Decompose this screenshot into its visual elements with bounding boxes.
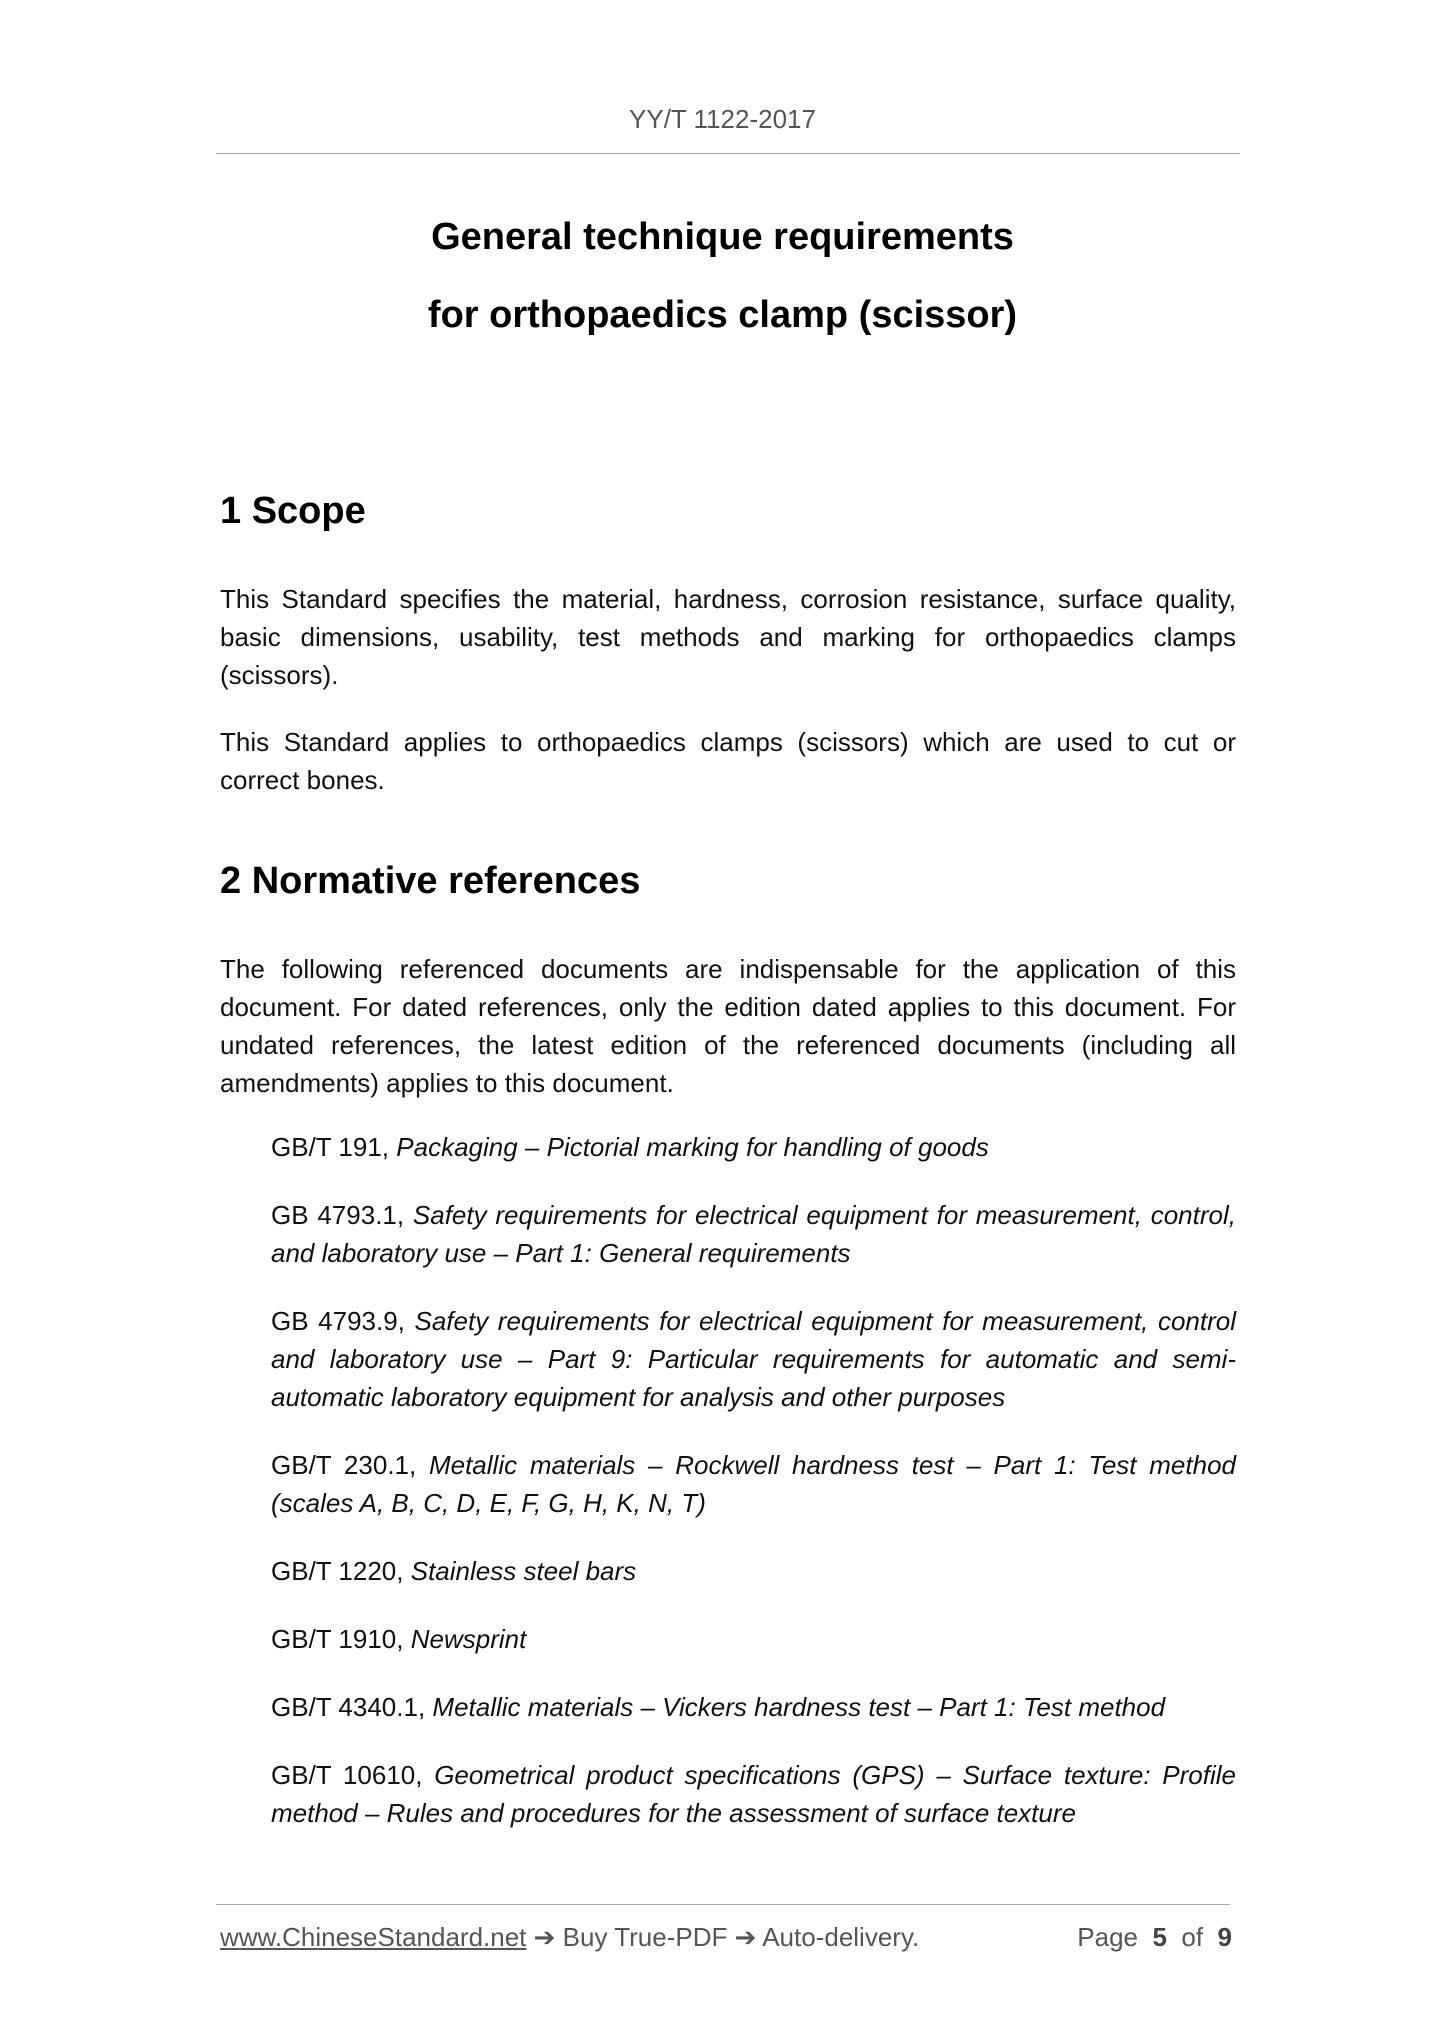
text-line: correct bones. [220, 765, 385, 795]
reference-item [271, 1756, 1236, 1832]
buy-text: Buy True-PDF [562, 1922, 728, 1952]
reference-code: GB/T 1220, [271, 1556, 404, 1586]
reference-code: GB/T 10610, [271, 1760, 423, 1790]
reference-title-cont: automatic laboratory equipment for analysis and other purposes [271, 1382, 1006, 1412]
reference-title: Metallic materials – Rockwell hardness test – Part 1: Test method [428, 1450, 1236, 1480]
text-line: amendments) applies to this document. [220, 1068, 674, 1098]
footer-promo [220, 1922, 919, 1953]
text-line: (scissors). [220, 660, 339, 690]
reference-title-cont: and laboratory use – Part 9: Particular requirements for automatic and semi- [271, 1344, 1236, 1374]
page-total: 9 [1217, 1922, 1232, 1952]
reference-item [271, 1302, 1236, 1416]
of-label: of [1181, 1922, 1204, 1952]
reference-code: GB/T 191, [271, 1132, 390, 1162]
text-line: undated references, the latest edition of the referenced documents (including all [220, 1030, 1236, 1060]
section-heading-scope: 1 Scope [220, 490, 366, 532]
page-number: 5 [1152, 1922, 1167, 1952]
reference-title: Geometrical product specifications (GPS) – Surface texture: Profile [434, 1760, 1236, 1790]
text-line: basic dimensions, usability, test methods and marking for orthopaedics clamps [220, 622, 1236, 652]
page-label: Page [1077, 1922, 1139, 1952]
reference-title: Safety requirements for electrical equipment for measurement, control, [412, 1200, 1236, 1230]
document-title-line2: for orthopaedics clamp (scissor) [427, 294, 1018, 336]
text-line: document. For dated references, only the edition dated applies to this document. For [220, 992, 1236, 1022]
text-line: This Standard specifies the material, hardness, corrosion resistance, surface quality, [220, 584, 1236, 614]
reference-item [271, 1446, 1236, 1522]
reference-title-cont: method – Rules and procedures for the assessment of surface texture [271, 1798, 1076, 1828]
reference-item [271, 1128, 1236, 1166]
delivery-text: Auto-delivery. [762, 1922, 920, 1952]
normative-intro-paragraph [220, 950, 1236, 1102]
reference-code: GB 4793.9, [271, 1306, 405, 1336]
reference-title-cont: and laboratory use – Part 1: General requirements [271, 1238, 851, 1268]
arrow-right-icon: ➔ [533, 1922, 556, 1952]
document-title-line1: General technique requirements [431, 216, 1014, 258]
text-line: This Standard applies to orthopaedics clamps (scissors) which are used to cut or [220, 727, 1236, 757]
reference-item [271, 1688, 1236, 1726]
scope-paragraph-1 [220, 580, 1236, 694]
reference-code: GB/T 1910, [271, 1624, 411, 1654]
footer-divider [216, 1904, 1230, 1905]
reference-item [271, 1552, 1236, 1590]
reference-code: GB/T 230.1, [271, 1450, 417, 1480]
header-standard-code: YY/T 1122-2017 [629, 104, 816, 134]
reference-title: Metallic materials – Vickers hardness test – Part 1: Test method [432, 1692, 1166, 1722]
reference-code: GB 4793.1, [271, 1200, 405, 1230]
header-divider [216, 153, 1240, 154]
site-link[interactable]: www.ChineseStandard.net [220, 1922, 527, 1952]
page-indicator [1077, 1922, 1232, 1953]
reference-title: Packaging – Pictorial marking for handling of goods [396, 1132, 989, 1162]
section-heading-normative-references: 2 Normative references [220, 860, 641, 902]
arrow-right-icon: ➔ [734, 1922, 757, 1952]
reference-title: Newsprint [410, 1624, 527, 1654]
reference-item [271, 1620, 1236, 1658]
text-line: The following referenced documents are indispensable for the application of this [220, 954, 1236, 984]
reference-title-cont: (scales A, B, C, D, E, F, G, H, K, N, T) [271, 1488, 706, 1518]
reference-title: Stainless steel bars [410, 1556, 637, 1586]
reference-item [271, 1196, 1236, 1272]
scope-paragraph-2 [220, 723, 1236, 799]
reference-title: Safety requirements for electrical equipment for measurement, control [414, 1306, 1236, 1336]
reference-code: GB/T 4340.1, [271, 1692, 426, 1722]
